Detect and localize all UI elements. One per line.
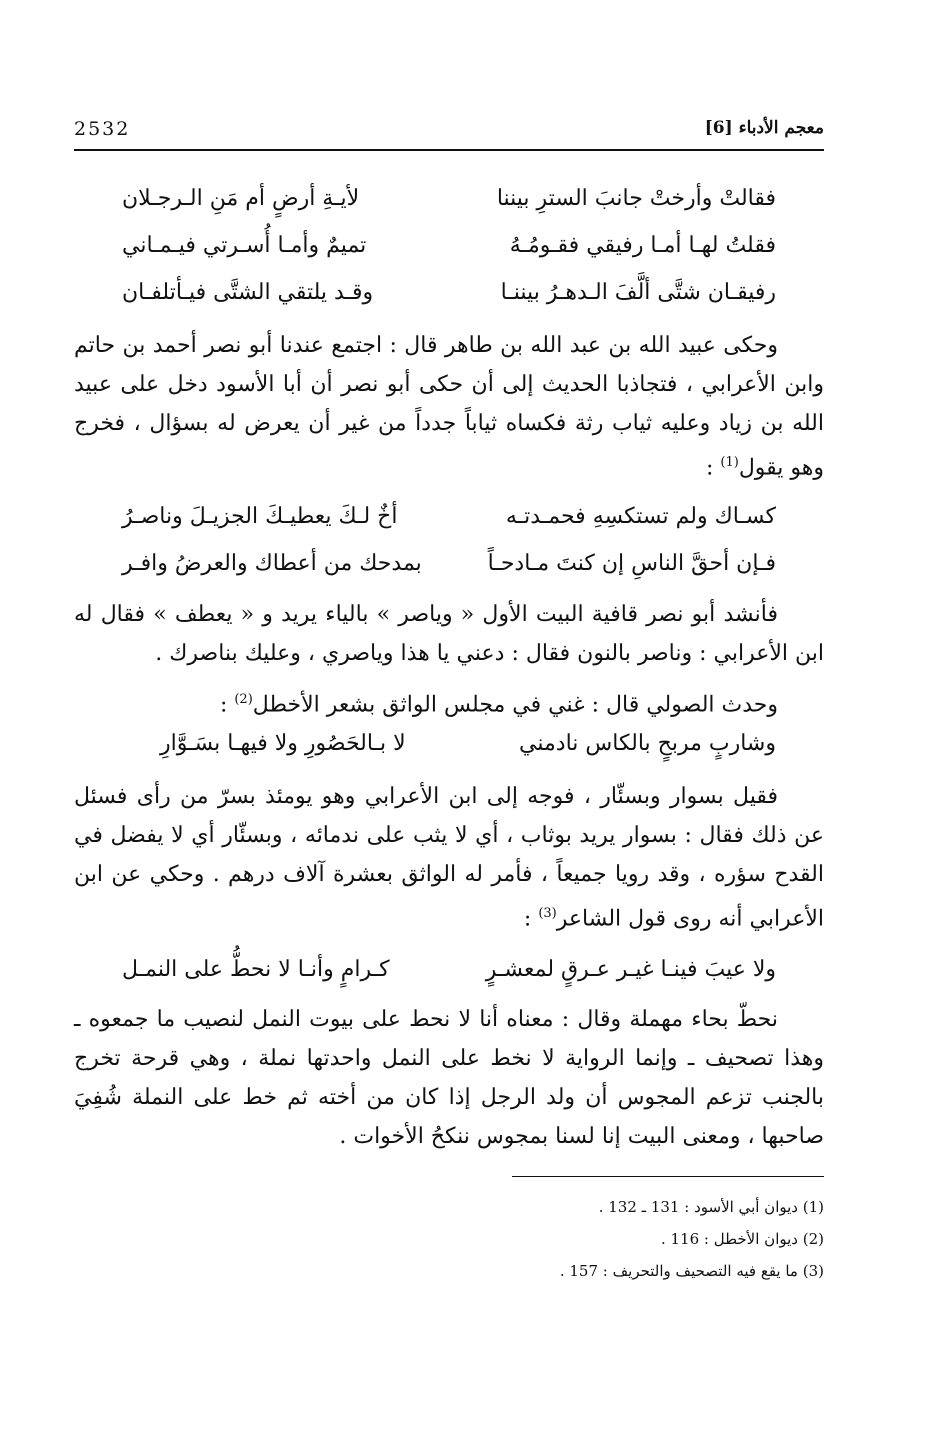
paragraph-text: نحطّ بحاء مهملة وقال : معناه أنا لا نحط على بيوت النمل لنصيب ما جمعوه ـ وهذا تصحيف ـ وإنما الرواية لا نخط على النمل واحدتها نملة ، وهي قرحة تخرج بالجنب تزعم المجوس أن ولد الرجل إذا كان من أخته ثم خط على النملة شُفِيَ صاحبها ، ومعنى البيت إنا لسنا بمجوس ننكحُ الأخوات . xyxy=(74,1007,824,1149)
verse-4-second-hemistich: أخٌ لـكَ يعطيـكَ الجزيـلَ وناصـرُ xyxy=(122,504,398,529)
verse-4-first-hemistich: كسـاك ولم تستكسِهِ فحمـدتـه xyxy=(505,504,776,529)
paragraph-text: وحدث الصولي قال : غني في مجلس الواثق بشعر الأخطل xyxy=(252,692,778,718)
paragraph-qafiya xyxy=(74,595,824,673)
paragraph-suli xyxy=(74,680,824,724)
verse-7-first-hemistich: ولا عيبَ فينـا غيـر عـرقٍ لمعشـرٍ xyxy=(485,957,776,982)
verse-2-first-hemistich: فقلتُ لهـا أمـا رفيقي فقـومُـهُ xyxy=(509,233,776,258)
verse-7-second-hemistich: كـرامٍ وأنـا لا نحطُّ على النمـل xyxy=(122,957,390,982)
verse-1-first-hemistich: فقالتْ وأرختْ جانبَ السترِ بيننا xyxy=(496,186,776,211)
verse-6-second-hemistich: لا بـالحَصُورِ ولا فيهـا بسَـوَّارِ xyxy=(160,731,406,756)
footnote-ref-3: (3) xyxy=(538,906,557,921)
verse-3-first-hemistich: رفيقـان شتَّى ألَّفَ الـدهـرُ بيننـا xyxy=(500,280,776,305)
paragraph-abu-nasr xyxy=(74,326,824,487)
verse-3-second-hemistich: وقـد يلتقي الشتَّى فيـأتلفـان xyxy=(122,280,374,305)
paragraph-text: فقيل بسوار وبسئّار ، فوجه إلى ابن الأعرابي وهو يومئذ بسرّ من رأى فسئل عن ذلك فقال : بسوار يريد بوثاب ، أي لا يثب على ندمائه ، وبسئّار أي لا يفضل في القدح سؤره ، وقد رويا جميعاً ، فأمر له الواثق بعشرة آلاف درهم . وحكي عن ابن الأعرابي أنه روى قول الشاعر xyxy=(74,784,824,932)
paragraph-text: فأنشد أبو نصر قافية البيت الأول « وياصر » بالياء يريد و « يعطف » فقال له ابن الأعرابي : وناصر بالنون فقال : دعني يا هذا وياصري ، وعليك بناصرك . xyxy=(74,602,824,666)
page-number: 2532 xyxy=(74,118,131,140)
footnote-ref-2: (2) xyxy=(234,692,253,707)
paragraph-tail: : xyxy=(705,455,721,481)
footnote-ref-1: (1) xyxy=(720,455,739,470)
verse-6-first-hemistich: وشاربٍ مربحٍ بالكاس نادمني xyxy=(519,731,776,756)
footnote-1: (1) ديوان أبي الأسود : 131 ـ 132 . xyxy=(598,1198,824,1216)
paragraph-naml xyxy=(74,1000,824,1156)
paragraph-tail: : xyxy=(523,906,539,932)
footnote-divider xyxy=(512,1176,824,1177)
footnote-3: (3) ما يقع فيه التصحيف والتحريف : 157 . xyxy=(559,1262,824,1280)
paragraph-tail: : xyxy=(219,692,235,718)
paragraph-sawwar xyxy=(74,777,824,938)
verse-1-second-hemistich: لأيـةِ أرضٍ أم مَنِ الـرجـلان xyxy=(122,186,360,211)
paragraph-text: وحكى عبيد الله بن عبد الله بن طاهر قال : اجتمع عندنا أبو نصر أحمد بن حاتم وابن الأعرابي ، فتجاذبا الحديث إلى أن حكى أبو نصر أن أبا الأسود دخل على عبيد الله بن زياد وعليه ثياب رثة فكساه ثياباً جدداً من غير أن يعرض له بسؤال ، فخرج وهو يقول xyxy=(74,333,824,481)
verse-2-second-hemistich: تميمٌ وأمـا أُسـرتي فيـمـاني xyxy=(122,233,367,258)
running-title: معجم الأدباء [6] xyxy=(704,118,824,138)
verse-5-second-hemistich: بمدحك من أعطاك والعرضُ وافـر xyxy=(122,551,422,576)
header-divider xyxy=(74,149,824,151)
verse-5-first-hemistich: فـإن أحقَّ الناسِ إن كنتَ مـادحـاً xyxy=(487,551,776,576)
footnote-2: (2) ديوان الأخطل : 116 . xyxy=(660,1230,824,1248)
